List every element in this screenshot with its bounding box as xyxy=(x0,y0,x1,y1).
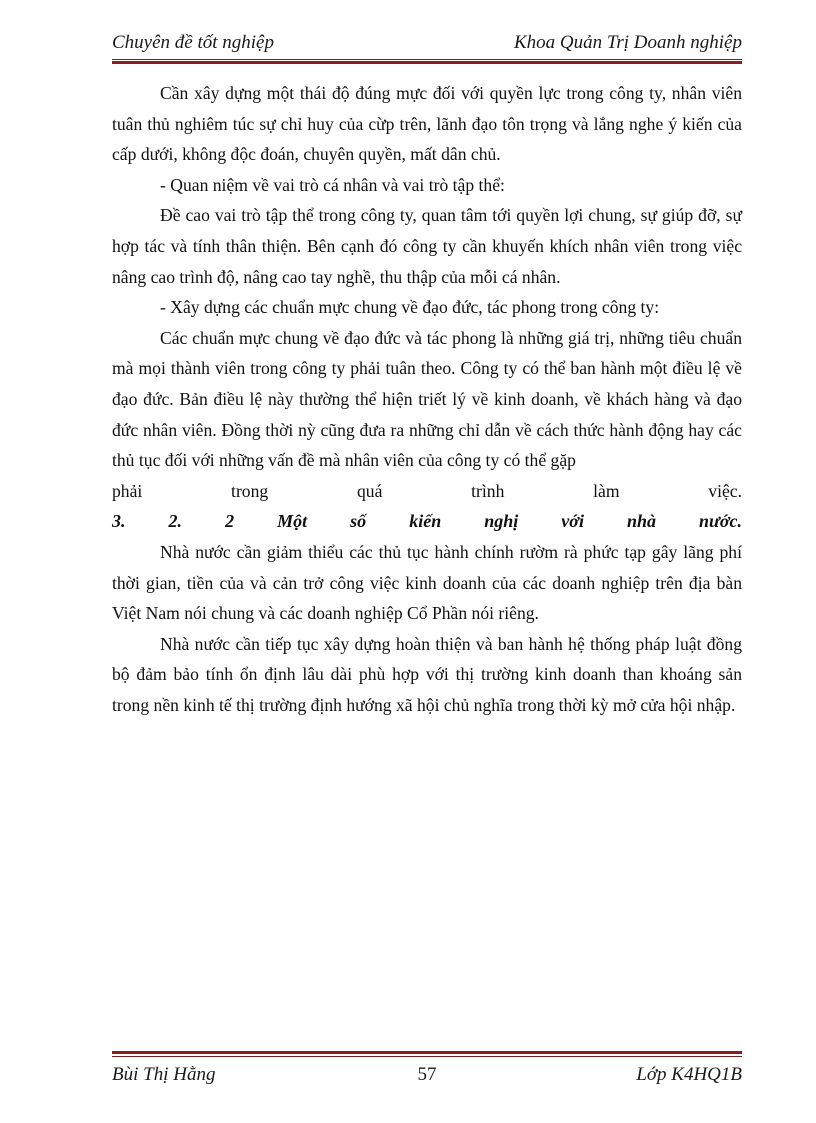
paragraph-ethics-last-line: phải trong quá trình làm việc. xyxy=(112,480,742,501)
paragraph-power-attitude: Cần xây dựng một thái độ đúng mực đối với quyền lực trong công ty, nhân viên tuân thủ nghiêm túc sự chỉ huy của cừp trên, lãnh đạo tôn trọng và lắng nghe ý kiến của cấp dưới, không độc đoán, chuyên quyền, mất dân chủ. xyxy=(112,83,742,165)
header-right-title: Khoa Quản Trị Doanh nghiệp xyxy=(513,32,742,53)
paragraph-admin-procedures: Nhà nước cần giảm thiểu các thủ tục hành chính rườm rà phức tạp gây lãng phí thời gian, tiền của và cản trở công việc kinh doanh của các doanh nghiệp trên địa bàn Việt Nam nói chung và các doanh nghiệp Cổ Phần nói riêng. xyxy=(112,541,742,624)
footer-rule xyxy=(112,1051,742,1059)
paragraph-legal-system: Nhà nước cần tiếp tục xây dựng hoàn thiện và ban hành hệ thống pháp luật đồng bộ đảm bảo tính ổn định lâu dài phù hợp với thị trường kinh doanh than khoáng sản trong nền kinh tế thị trường định hướng xã hội chủ nghĩa trong thời kỳ mở cửa hội nhập. xyxy=(112,633,742,715)
footer-class: Lớp K4HQ1B xyxy=(636,1064,742,1085)
bullet-ethics-standards: - Xây dựng các chuẩn mực chung về đạo đức, tác phong trong công ty: xyxy=(160,297,660,318)
header-left-title: Chuyên đề tốt nghiệp xyxy=(112,32,274,53)
paragraph-ethics-standards: Các chuẩn mực chung về đạo đức và tác phong là những giá trị, những tiêu chuẩn mà mọi thành viên trong công ty phải tuân theo. Công ty có thể ban hành một điều lệ về đạo đức. Bản điều lệ này thường thể hiện triết lý về kinh doanh, về khách hàng và đạo đức nhân viên. Đồng thời nỳ cũng đưa ra những chỉ dẫn về cách thức hành động hay các thủ tục đối với những vấn đề mà nhân viên của công ty có thể gặp xyxy=(112,327,742,471)
footer-author: Bùi Thị Hằng xyxy=(112,1064,216,1085)
page-footer xyxy=(112,1064,742,1090)
bullet-individual-collective: - Quan niệm về vai trò cá nhân và vai trò tập thể: xyxy=(160,174,505,195)
header-rule xyxy=(112,59,742,65)
page-header xyxy=(112,30,742,58)
section-heading: 3. 2. 2 Một số kiến nghị với nhà nước. xyxy=(112,511,742,532)
paragraph-collective-role: Đề cao vai trò tập thể trong công ty, quan tâm tới quyền lợi chung, sự giúp đỡ, sự hợp tác và tính thân thiện. Bên cạnh đó công ty cần khuyến khích nhân viên trong việc nâng cao trình độ, nâng cao tay nghề, thu thập của mỗi cá nhân. xyxy=(112,205,742,287)
page-body xyxy=(112,78,742,720)
page-number: 57 xyxy=(417,1064,437,1085)
